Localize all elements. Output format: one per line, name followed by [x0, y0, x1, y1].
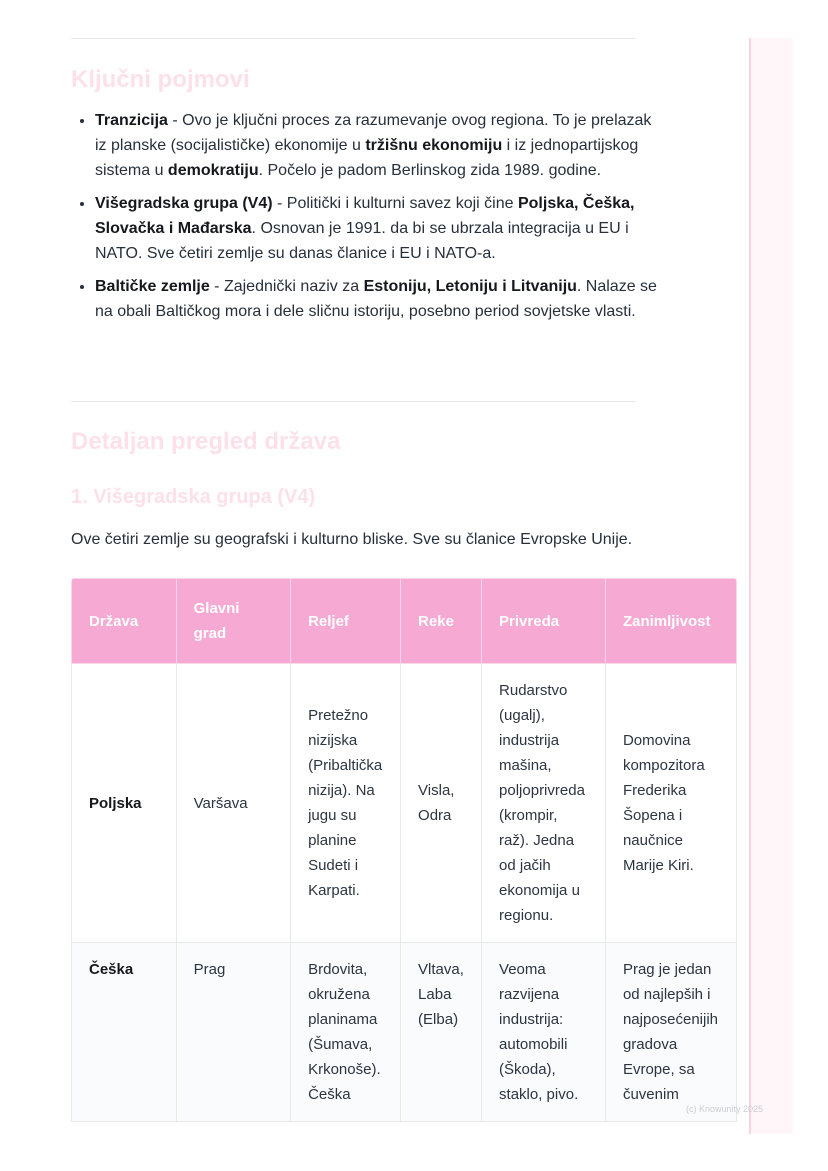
countries-table-container: [71, 578, 737, 1134]
term-emphasis: Poljska, Češka, Slovačka i Mađarska: [95, 195, 635, 237]
page-side-strip: [749, 38, 793, 1134]
term-title: Tranzicija: [95, 112, 168, 129]
countries-table: [71, 578, 737, 1122]
column-header: Reljef: [291, 579, 401, 664]
table-cell: Brdovita, okružena planinama (Šumava, Krkonoše). Češka: [291, 943, 401, 1122]
v4-section-heading: 1. Višegradska grupa (V4): [71, 486, 316, 508]
divider-top: [71, 38, 635, 39]
table-cell: Varšava: [176, 664, 290, 943]
overview-heading: Detaljan pregled država: [71, 428, 341, 455]
term-emphasis: tržišnu ekonomiju: [365, 137, 503, 154]
table-cell: Rudarstvo (ugalj), industrija mašina, poljoprivreda (krompir, raž). Jedna od jačih ekonomija u regionu.: [482, 664, 606, 943]
column-header: Privreda: [482, 579, 606, 664]
table-cell-country: Češka: [72, 943, 177, 1122]
key-terms-heading: Ključni pojmovi: [71, 66, 250, 93]
term-text: . Počelo je padom Berlinskog zida 1989. godine.: [258, 162, 602, 179]
table-cell: Vltava, Laba (Elba): [401, 943, 482, 1122]
intro-paragraph: Ove četiri zemlje su geografski i kulturno bliske. Sve su članice Evropske Unije.: [71, 531, 633, 548]
copyright-notice: (c) Knowunity 2025: [686, 1104, 764, 1114]
column-header: Zanimljivost: [605, 579, 736, 664]
term-emphasis: demokratiju: [167, 162, 259, 179]
table-row: [72, 943, 737, 1122]
term-text: . Nalaze se na obali Baltičkog mora i dele sličnu istoriju, posebno period sovjetske vlasti.: [95, 278, 657, 320]
table-cell: Prag: [176, 943, 290, 1122]
table-cell: Veoma razvijena industrija: automobili (Škoda), staklo, pivo.: [482, 943, 606, 1122]
table-cell: Prag je jedan od najlepših i najposećenijih gradova Evrope, sa čuvenim: [605, 943, 736, 1122]
term-emphasis: Estoniju, Letoniju i Litvaniju: [363, 278, 577, 295]
column-header: Glavni grad: [176, 579, 290, 664]
term-title: Višegradska grupa (V4): [95, 195, 273, 212]
term-item: [95, 274, 660, 324]
table-cell: Visla, Odra: [401, 664, 482, 943]
term-text: - Ovo je ključni proces za razumevanje ovog regiona. To je prelazak iz planske (socijalističke) ekonomije u: [95, 112, 652, 154]
term-text: . Osnovan je 1991. da bi se ubrzala integracija u EU i NATO. Sve četiri zemlje su danas članice i EU i NATO-a.: [95, 220, 629, 262]
column-header: Reke: [401, 579, 482, 664]
term-text: i iz jednopartijskog sistema u: [95, 137, 639, 179]
table-cell: Domovina kompozitora Frederika Šopena i naučnice Marije Kiri.: [605, 664, 736, 943]
term-text: - Politički i kulturni savez koji čine: [272, 195, 518, 212]
table-cell: Pretežno nizijska (Pribaltička nizija). Na jugu su planine Sudeti i Karpati.: [291, 664, 401, 943]
column-header: Država: [72, 579, 177, 664]
table-row: [72, 664, 737, 943]
key-terms-list: [71, 108, 660, 332]
term-item: [95, 191, 660, 266]
table-cell-country: Poljska: [72, 664, 177, 943]
term-item: [95, 108, 660, 183]
term-text: - Zajednički naziv za: [209, 278, 364, 295]
term-title: Baltičke zemlje: [95, 278, 210, 295]
divider-middle: [71, 401, 635, 402]
table-header-row: [72, 579, 737, 664]
